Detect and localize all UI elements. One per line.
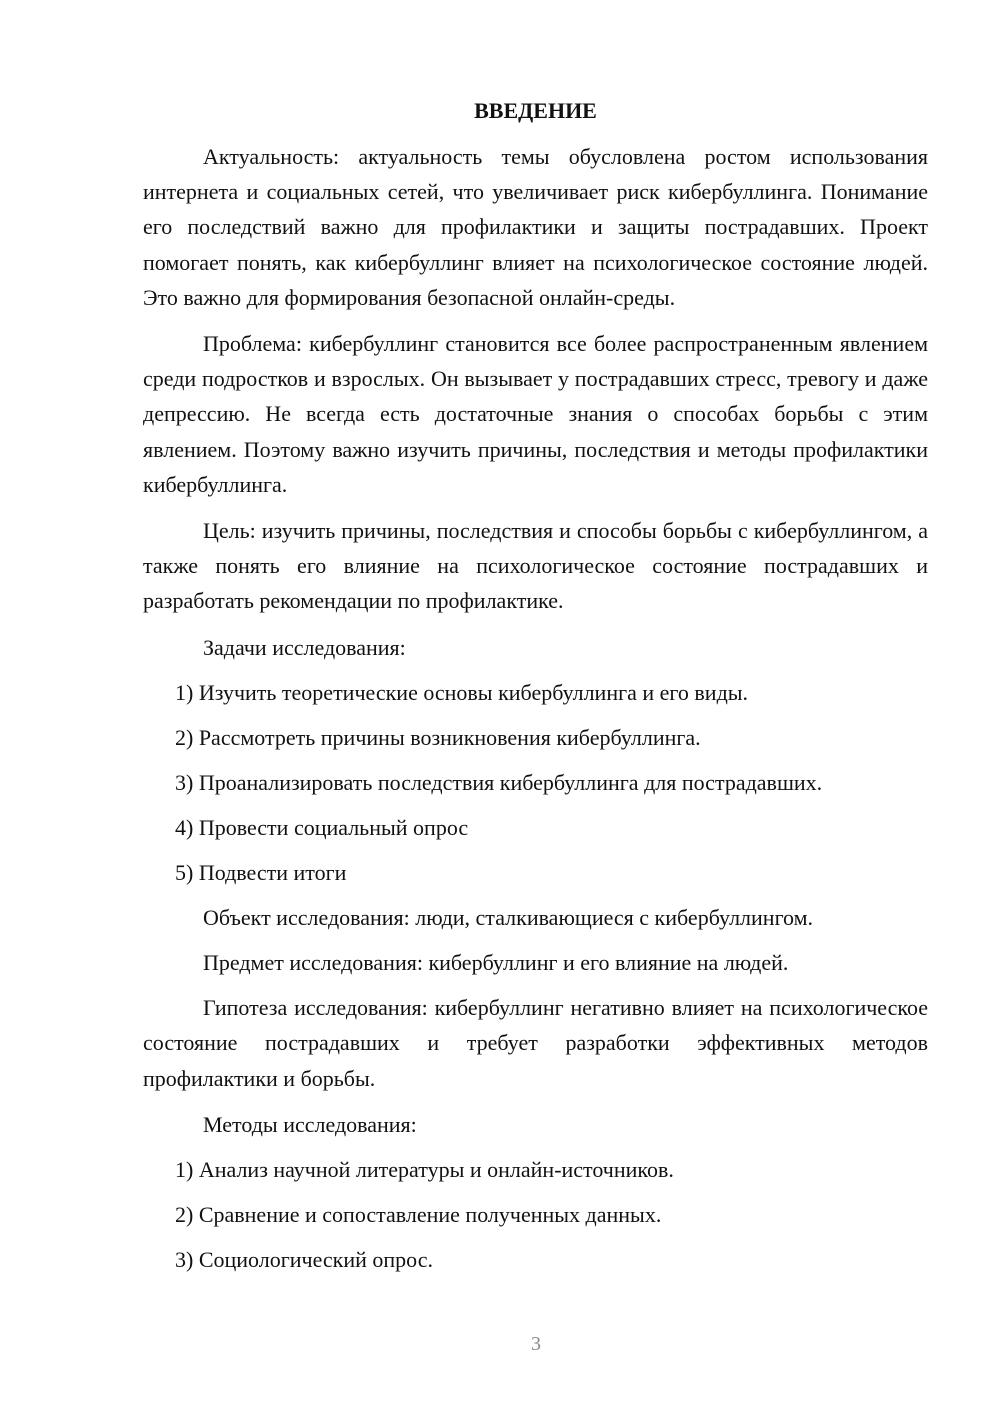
page-number: 3 bbox=[531, 1333, 541, 1355]
goal-paragraph: Цель: изучить причины, последствия и способы борьбы с кибербуллингом, а также понять его влияние на психологическое состояние пострадавших и разработать рекомендации по профилактике. bbox=[143, 518, 928, 614]
method-item: 3) Социологический опрос. bbox=[175, 1247, 433, 1273]
document-page bbox=[143, 93, 928, 1277]
methods-heading: Методы исследования: bbox=[203, 1111, 417, 1137]
method-item: 2) Сравнение и сопоставление полученных данных. bbox=[175, 1202, 662, 1228]
method-item: 1) Анализ научной литературы и онлайн-источников. bbox=[175, 1157, 674, 1183]
hypothesis-paragraph: Гипотеза исследования: кибербуллинг негативно влияет на психологическое состояние пострадавших и требует разработки эффективных методов профилактики и борьбы. bbox=[143, 995, 928, 1091]
task-item: 3) Проанализировать последствия кибербуллинга для пострадавших. bbox=[175, 769, 823, 795]
problem-paragraph: Проблема: кибербуллинг становится все более распространенным явлением среди подростков и взрослых. Он вызывает у пострадавших стресс, тревогу и даже депрессию. Не всегда есть достаточные знания о способах борьбы с этим явлением. Поэтому важно изучить причины, последствия и методы профилактики кибербуллинга. bbox=[143, 331, 928, 497]
subject-paragraph: Предмет исследования: кибербуллинг и его влияние на людей. bbox=[203, 950, 789, 976]
task-item: 2) Рассмотреть причины возникновения кибербуллинга. bbox=[175, 724, 701, 750]
task-item: 5) Подвести итоги bbox=[175, 859, 347, 885]
object-paragraph: Объект исследования: люди, сталкивающиеся с кибербуллингом. bbox=[203, 904, 814, 930]
tasks-heading: Задачи исследования: bbox=[203, 634, 406, 660]
section-heading: ВВЕДЕНИЕ bbox=[474, 98, 597, 123]
task-item: 4) Провести социальный опрос bbox=[175, 814, 469, 840]
task-item: 1) Изучить теоретические основы кибербуллинга и его виды. bbox=[175, 679, 749, 705]
relevance-paragraph: Актуальность: актуальность темы обусловлена ростом использования интернета и социальных сетей, что увеличивает риск кибербуллинга. Понимание его последствий важно для профилактики и защиты пострадавших. Проект помогает понять, как кибербуллинг влияет на психологическое состояние людей. Это важно для формирования безопасной онлайн-среды. bbox=[143, 144, 928, 310]
